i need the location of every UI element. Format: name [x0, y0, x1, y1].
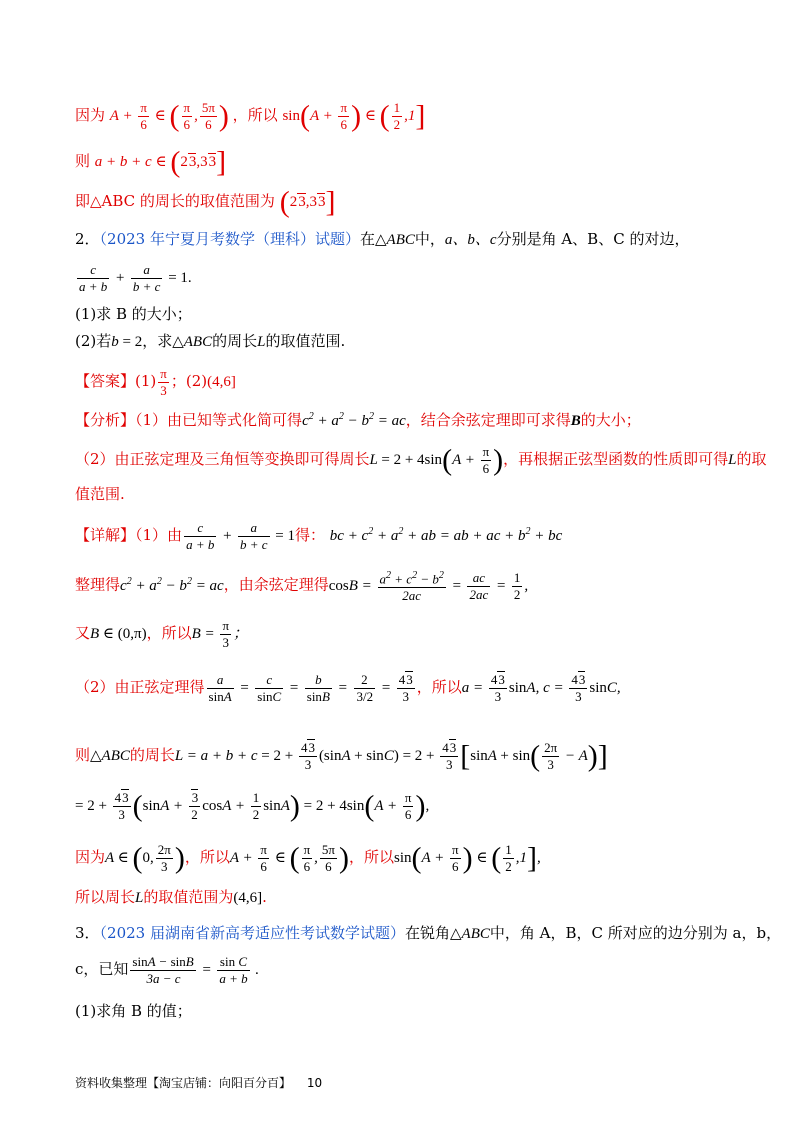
math-inline: △ABC	[375, 232, 415, 248]
analysis-label: 【分析】	[75, 411, 136, 429]
q3-condition-line	[75, 954, 259, 987]
detail-text: 得：	[294, 525, 325, 544]
analysis-text: 的大小；	[580, 411, 641, 429]
math-inline: $c^2 + a^2 - b^2$ = ac	[120, 575, 224, 594]
detail-text: ，所以	[184, 847, 230, 866]
math-inline: L	[728, 451, 737, 468]
page-footer	[75, 1074, 322, 1091]
math-inline: L	[257, 334, 266, 350]
q2-detail-line1	[75, 520, 562, 553]
math-inline: L = a + b + c = 2 + $\frac{43}{3}$ (sinA + sinC) = 2 + $\frac{43}{3}$ [sinA + sin( $\frac{2\pi}{3}$ − A)]	[174, 739, 608, 773]
q3-stem-text: c，已知	[75, 959, 129, 978]
math-inline: $\frac{\pi}{3}$	[160, 366, 167, 398]
detail-text: ，所以	[416, 677, 462, 696]
detail-text: 所以周长	[75, 888, 136, 906]
q2-number: 2．	[75, 230, 100, 248]
detail-text: ，所以	[348, 847, 394, 866]
math-inline: L = 2 + 4sin(A + $\frac{\pi}{6}$ )	[369, 443, 504, 477]
detail-text: ，由余弦定理得	[223, 575, 329, 594]
detail-text: ，所以	[146, 623, 192, 642]
q2-detail-line2	[75, 568, 528, 604]
math-inline: (23,33]	[279, 185, 336, 219]
math-inline: a = $\frac{43}{3}$ sinA, c = $\frac{43}{3}$ sinC,	[461, 672, 621, 704]
q3-part1: (1)求角 B 的值；	[75, 1002, 192, 1020]
footer-source: 资料收集整理【淘宝店铺：向阳百分百】	[75, 1076, 292, 1090]
detail-text: 则	[75, 745, 91, 764]
analysis-text: 的取	[736, 449, 767, 468]
detail-text: 整理得	[75, 575, 121, 594]
q2-detail-line6	[75, 790, 429, 823]
q3-stem-text: 中，角 A，B，C 所对应的边分别为 a，b，	[489, 924, 782, 942]
math-inline: $\frac{\sin A - \sin B}{3a - c}$ = $\frac{\text{sin C}}{a + b}$ .	[132, 954, 260, 986]
q3-source: （2023 届湖南省新高考适应性考试数学试题）	[99, 924, 405, 942]
q2-condition-line	[75, 262, 192, 295]
q2-stem-text: 分别是角 A、B、C 的对边，	[496, 230, 690, 248]
q2-analysis-line1	[75, 406, 641, 432]
math-inline: $\frac{a}{\sin A}$ = $\frac{c}{\sin C}$ = $\frac{b}{\sin B}$ = $\frac{2}{3/2}$ = $\frac{43}{3}$	[208, 672, 413, 704]
analysis-text: （2）由正弦定理及三角恒等变换即可得周长	[75, 449, 370, 468]
q2-source: （2023 年宁夏月考数学（理科）试题）	[99, 230, 360, 248]
math-inline: sin(A + $\frac{\pi}{6}$ ) ∈ ( $\frac{1}{2}$ ,1],	[393, 841, 541, 875]
math-inline: A + $\frac{\pi}{6}$ ∈ ( $\frac{\pi}{6}$ , $\frac{5\pi}{6}$ )	[229, 841, 349, 875]
detail-text: 因为	[75, 847, 106, 866]
answer-text: ；(2)	[170, 371, 208, 390]
analysis-text: （1）由已知等式化简可得	[135, 411, 303, 429]
math-inline: = 2 + $\frac{43}{3}$ (sinA + $\frac{3}{2}$ cosA + $\frac{1}{2}$ sinA) = 2 + 4sin(A + $\frac{\pi}{6}$ ),	[75, 789, 430, 823]
prev-because-line	[75, 100, 425, 133]
math-inline: B	[570, 413, 581, 429]
q2-detail-line8: 所以周长L的取值范围为(4,6].	[75, 888, 267, 906]
because-text: 因为	[75, 105, 106, 124]
analysis-text: ，再根据正弦型函数的性质即可得	[503, 449, 729, 468]
q2-analysis-line2	[75, 444, 767, 477]
math-inline: △ABC	[450, 926, 490, 942]
q3-stem-line	[75, 922, 781, 945]
q2-part2-line	[75, 330, 345, 353]
prev-conclusion-line	[75, 185, 336, 219]
math-inline: B = $\frac{\pi}{3}$ ；	[191, 618, 249, 650]
math-inline: a、b、c	[444, 232, 497, 248]
so-text: ，所以	[232, 105, 278, 124]
detail-text: （1）由	[135, 525, 183, 544]
math-inline: bc + $c^2 + a^2$ + ab = ab + ac + $b^2$ + bc	[329, 525, 563, 544]
math-inline: △ABC	[172, 334, 213, 350]
q2-analysis-line3: 值范围.	[75, 485, 125, 503]
math-inline: L	[135, 890, 144, 906]
math-inline: cosB = $\frac{a^2 + c^2 - b^2}{2ac}$ = $\frac{ac}{2ac}$ = $\frac{1}{2}$ ,	[328, 569, 529, 604]
math-inline: (4,6]	[207, 373, 236, 390]
q2-answer-line	[75, 366, 236, 399]
math-inline: b = 2	[111, 334, 143, 350]
then-text: 则	[75, 152, 91, 170]
q3-stem-text: 在锐角	[405, 924, 451, 942]
math-inline: $c^2 + a^2 - b^2$ = ac	[302, 411, 406, 429]
math-inline: (4,6]	[233, 890, 263, 906]
q2-stem-line	[75, 228, 689, 251]
analysis-text: ，结合余弦定理即可求得	[405, 411, 571, 429]
detail-text: （2）由正弦定理得	[75, 677, 205, 696]
q2-stem-text: 中，	[414, 230, 445, 248]
math-inline: A ∈ (0, $\frac{2\pi}{3}$ )	[105, 841, 185, 875]
q2-stem-text: 在	[360, 230, 376, 248]
math-inline: $\frac{c}{a + b}$ + $\frac{a}{b + c}$ = 1	[186, 520, 295, 552]
prev-then-line	[75, 145, 227, 179]
q2-part2-text: 的取值范围.	[265, 332, 346, 350]
conclusion-text: 即△ABC 的周长的取值范围为	[75, 192, 275, 210]
math-inline: $\frac{c}{a + b}$ + $\frac{a}{b + c}$ = 1.	[79, 262, 192, 294]
detail-text: 的周长	[129, 745, 175, 764]
q3-number: 3．	[75, 924, 100, 942]
q2-detail-line7	[75, 842, 541, 875]
math-inline: a + b + c ∈ (23,33]	[94, 145, 227, 179]
q2-part2-text: 的周长	[212, 332, 258, 350]
q2-detail-line4	[75, 672, 621, 705]
math-inline: B ∈ (0,π)	[90, 625, 147, 642]
answer-text: (1)	[135, 371, 157, 390]
detail-text: 的取值范围为	[143, 888, 234, 906]
math-inline: A + $\frac{\pi}{6}$ ∈ ( $\frac{\pi}{6}$ , $\frac{5\pi}{6}$ )	[109, 99, 229, 133]
q2-detail-line5	[75, 740, 608, 773]
math-inline: sin(A + $\frac{\pi}{6}$ ) ∈ ( $\frac{1}{2}$ ,1]	[282, 99, 426, 133]
q2-detail-line3	[75, 618, 248, 651]
detail-text: 又	[75, 623, 91, 642]
q2-part1: (1)求 B 的大小；	[75, 305, 192, 323]
answer-label: 【答案】	[75, 371, 136, 390]
page-number: 10	[306, 1076, 323, 1090]
math-inline: △ABC	[90, 747, 130, 764]
q2-part2-text: ，求	[142, 332, 173, 350]
q2-part2-text: (2)若	[75, 332, 112, 350]
detail-label: 【详解】	[75, 525, 136, 544]
